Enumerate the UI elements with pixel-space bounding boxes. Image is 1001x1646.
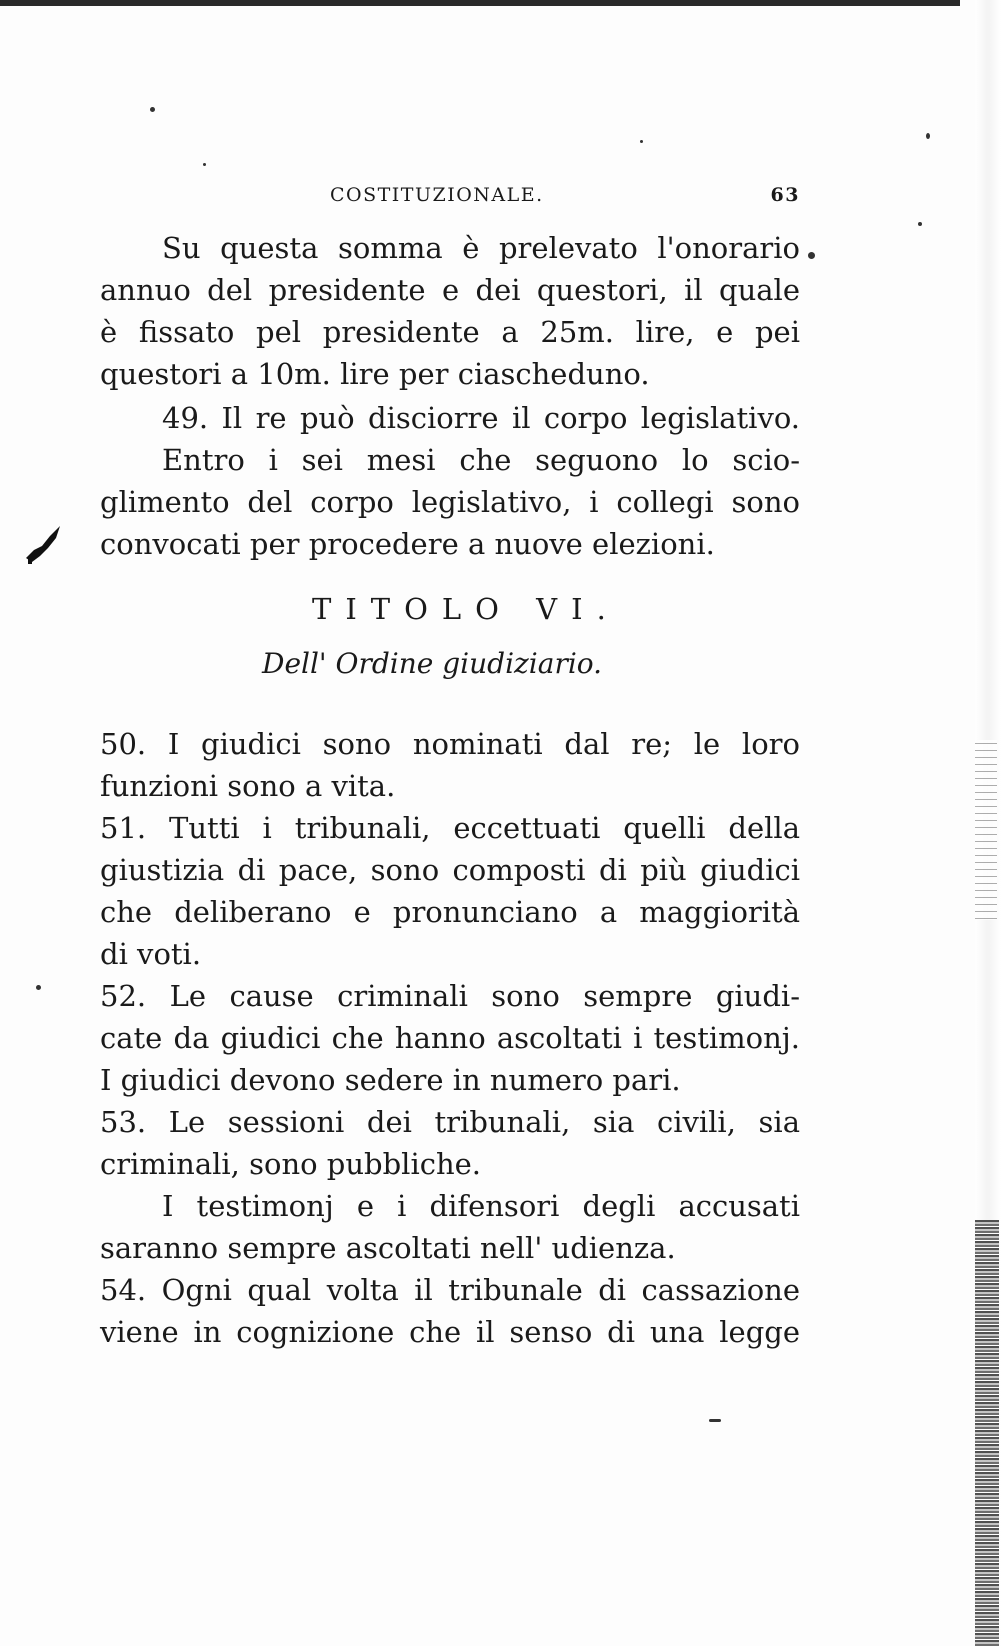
text-line: 53. Le sessioni dei tribunali, sia civili, sia <box>100 1105 800 1139</box>
text-line: Su questa somma è prelevato l'onorario <box>162 231 800 265</box>
text-line: 52. Le cause criminali sono sempre giudi- <box>100 979 800 1013</box>
ink-speck <box>808 252 815 259</box>
text-line: 54. Ogni qual volta il tribunale di cassazione <box>100 1273 800 1307</box>
section-heading: TITOLO VI. <box>312 592 620 626</box>
page-header <box>330 184 800 214</box>
text-line: glimento del corpo legislativo, i collegi sono <box>100 485 800 519</box>
ink-speck <box>203 163 206 166</box>
text-line: questori a 10m. lire per ciascheduno. <box>100 357 650 391</box>
text-line: Entro i sei mesi che seguono lo scio- <box>162 443 800 477</box>
text-line: è fissato pel presidente a 25m. lire, e pei <box>100 315 800 349</box>
text-line: che deliberano e pronunciano a maggiorità <box>100 895 800 929</box>
text-line: funzioni sono a vita. <box>100 769 396 803</box>
text-line: viene in cognizione che il senso di una legge <box>100 1315 800 1349</box>
text-line: 49. Il re può disciorre il corpo legislativo. <box>162 401 800 435</box>
scan-edge-artifact-upper <box>975 740 997 920</box>
text-line: convocati per procedere a nuove elezioni. <box>100 527 715 561</box>
scan-edge-artifact-lower <box>975 1220 999 1646</box>
text-line: criminali, sono pubbliche. <box>100 1147 482 1181</box>
text-line: saranno sempre ascoltati nell' udienza. <box>100 1231 676 1265</box>
text-line: annuo del presidente e dei questori, il quale <box>100 273 800 307</box>
ink-speck <box>36 985 41 990</box>
ink-speck <box>709 1419 721 1422</box>
ink-speck <box>918 222 922 226</box>
text-line: 50. I giudici sono nominati dal re; le loro <box>100 727 800 761</box>
text-line: I giudici devono sedere in numero pari. <box>100 1063 681 1097</box>
text-line: I testimonj e i difensori degli accusati <box>162 1189 800 1223</box>
page-number: 63 <box>770 184 800 206</box>
section-subheading: Dell' Ordine giudiziario. <box>262 647 603 680</box>
ink-speck <box>926 133 930 139</box>
ink-speck <box>640 140 643 143</box>
text-line: 51. Tutti i tribunali, eccettuati quelli della <box>100 811 800 845</box>
running-title: COSTITUZIONALE. <box>330 184 544 206</box>
hand-pointer-icon <box>20 520 66 566</box>
text-line: giustizia di pace, sono composti di più giudici <box>100 853 800 887</box>
ink-speck <box>150 107 155 112</box>
text-line: di voti. <box>100 937 202 971</box>
page-top-edge <box>0 0 960 6</box>
text-line: cate da giudici che hanno ascoltati i testimonj. <box>100 1021 800 1055</box>
